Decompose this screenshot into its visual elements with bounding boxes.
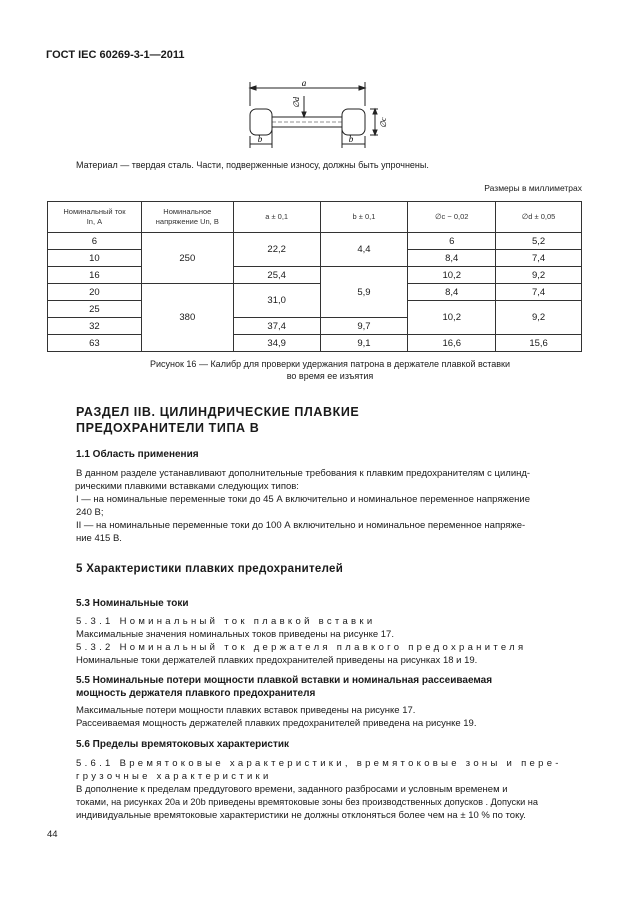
cell-c: 8,4 bbox=[408, 284, 496, 301]
cell-current: 32 bbox=[48, 318, 142, 335]
figure-caption: Рисунок 16 — Калибр для проверки удержания патрона в держателе плавкой вставки во время ее изъятия bbox=[149, 359, 510, 381]
cell-b: 5,9 bbox=[320, 267, 408, 318]
paragraph-5-3: 5.3.1 Номинальный ток плавкой вставки Максимальные значения номинальных токов приведены на рисунке 17. 5.3.2 Номинальный ток держателя плавкого предохранителя Номинальные токи держателей плавких предохранителей приведены на рисунках 18 и 19. bbox=[76, 616, 527, 666]
document-header: ГОСТ IEC 60269-3-1—2011 bbox=[46, 49, 185, 61]
cell-voltage: 250 bbox=[141, 233, 233, 284]
cell-b: 4,4 bbox=[320, 233, 408, 267]
cell-c: 10,2 bbox=[408, 267, 496, 284]
cell-current: 6 bbox=[48, 233, 142, 250]
heading-1-1: 1.1 Область применения bbox=[76, 449, 199, 460]
cell-current: 25 bbox=[48, 301, 142, 318]
cell-d: 9,2 bbox=[496, 267, 582, 284]
cell-b: 9,7 bbox=[320, 318, 408, 335]
gauge-drawing bbox=[244, 76, 394, 156]
right-head-shape bbox=[342, 109, 365, 135]
cell-a: 22,2 bbox=[233, 233, 320, 267]
header-b: b ± 0,1 bbox=[320, 202, 408, 233]
cell-voltage: 380 bbox=[141, 284, 233, 352]
cell-b: 9,1 bbox=[320, 335, 408, 352]
cell-c: 16,6 bbox=[408, 335, 496, 352]
units-note: Размеры в миллиметрах bbox=[484, 183, 582, 193]
table-row bbox=[48, 267, 582, 284]
heading-5-3: 5.3 Номинальные токи bbox=[76, 598, 189, 609]
header-rated-voltage: Номинальное напряжение Un, В bbox=[141, 202, 233, 233]
gauge-shaft bbox=[272, 117, 342, 127]
cell-current: 16 bbox=[48, 267, 142, 284]
header-d: ∅d ± 0,05 bbox=[496, 202, 582, 233]
paragraph-5-6: 5.6.1 Времятоковые характеристики, времятоковые зоны и пере- грузочные характеристики В дополнение к пределам преддугового времени, заданного разбросами и условным временем и токами, на рисунках 20а и 20b приведены времятоковые зоны без производственных допусков . Допуски на индивидуальные времятоковые характеристики не должны отклоняться более чем на ± 10 % по току. bbox=[76, 758, 562, 821]
cell-d: 7,4 bbox=[496, 284, 582, 301]
cell-current: 63 bbox=[48, 335, 142, 352]
material-note: Материал — твердая сталь. Части, подверженные износу, должны быть упрочнены. bbox=[76, 160, 429, 170]
heading-5-5: 5.5 Номинальные потери мощности плавкой вставки и номинальная рассеиваемая мощность держателя плавкого предохранителя bbox=[76, 675, 493, 699]
cell-a: 25,4 bbox=[233, 267, 320, 284]
header-rated-current: Номинальный ток In, А bbox=[48, 202, 142, 233]
table-row bbox=[48, 284, 582, 301]
cell-d: 5,2 bbox=[496, 233, 582, 250]
cell-current: 20 bbox=[48, 284, 142, 301]
label-b-right: b bbox=[348, 134, 354, 144]
cell-a: 37,4 bbox=[233, 318, 320, 335]
left-head-shape bbox=[250, 109, 272, 135]
label-a: a bbox=[301, 78, 307, 88]
section-title: РАЗДЕЛ IIB. ЦИЛИНДРИЧЕСКИЕ ПЛАВКИЕ ПРЕДОХРАНИТЕЛИ ТИПА В bbox=[76, 405, 360, 435]
cell-d: 7,4 bbox=[496, 250, 582, 267]
cell-current: 10 bbox=[48, 250, 142, 267]
cell-a: 34,9 bbox=[233, 335, 320, 352]
header-c: ∅c − 0,02 bbox=[408, 202, 496, 233]
cell-c: 8,4 bbox=[408, 250, 496, 267]
cell-c: 6 bbox=[408, 233, 496, 250]
heading-5-6: 5.6 Пределы времятоковых характеристик bbox=[76, 739, 290, 750]
paragraph-5-5: Максимальные потери мощности плавких вставок приведены на рисунке 17. Рассеиваемая мощность держателей плавких предохранителей приведена на рисунке 19. bbox=[76, 705, 477, 729]
table-row bbox=[48, 335, 582, 352]
label-b-left: b bbox=[257, 134, 263, 144]
heading-5: 5 Характеристики плавких предохранителей bbox=[76, 563, 344, 575]
paragraph-scope: В данном разделе устанавливают дополнительные требования к плавким предохранителям с цилинд- рическими плавкими вставками следующих типов: I — на номинальные переменные токи до 45 А включительно и номинальное переменное напряжение 240 В; II — на номинальные переменные токи до 100 А включительно и номинальное переменное напряже- ние 415 В. bbox=[75, 468, 531, 544]
table-row bbox=[48, 233, 582, 250]
table-header-row bbox=[48, 202, 582, 233]
label-c: ∅c bbox=[379, 117, 388, 128]
page-number: 44 bbox=[47, 829, 58, 840]
cell-c: 10,2 bbox=[408, 301, 496, 335]
label-d: ∅d bbox=[292, 97, 301, 108]
header-a: a ± 0,1 bbox=[233, 202, 320, 233]
cell-a: 31,0 bbox=[233, 284, 320, 318]
dimensions-table bbox=[47, 201, 582, 352]
cell-d: 9,2 bbox=[496, 301, 582, 335]
cell-d: 15,6 bbox=[496, 335, 582, 352]
